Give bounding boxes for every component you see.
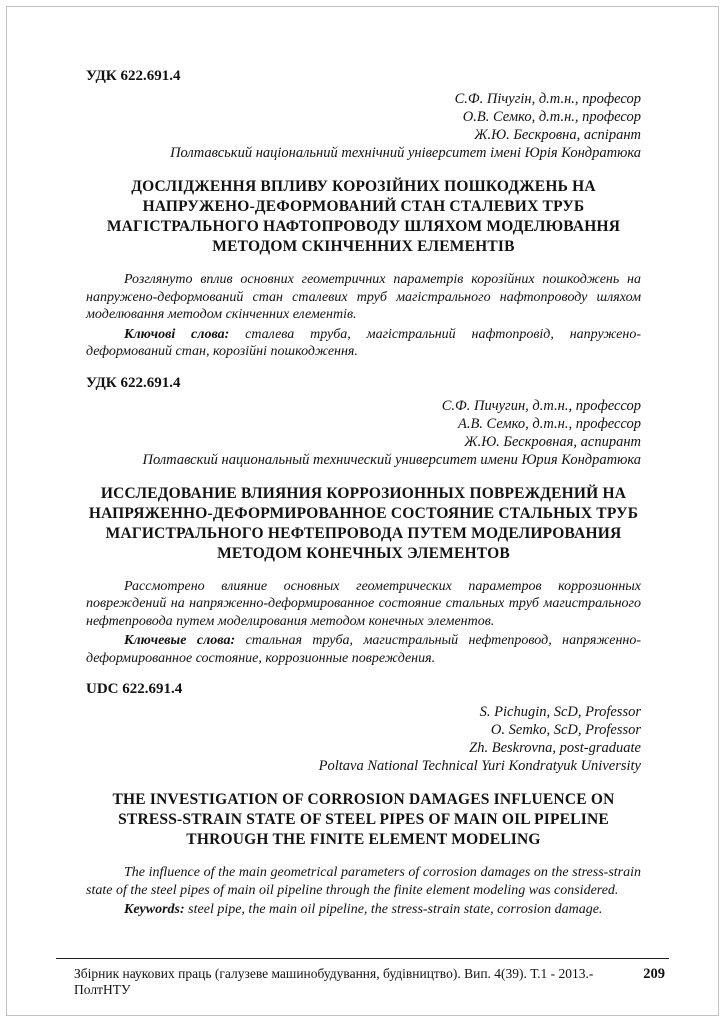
keywords-text: стальная труба, магистральный нефтепровод, напряженно-деформированное состояние, коррозионные повреждения. — [86, 633, 641, 666]
keywords-label: Keywords: — [124, 902, 185, 917]
keywords-ru — [86, 632, 641, 667]
keywords-text: сталева труба, магістральний нафтопровід, напружено-деформований стан, корозійні пошкодження. — [86, 326, 641, 359]
paper-title-ru: ИССЛЕДОВАНИЕ ВЛИЯНИЯ КОРРОЗИОННЫХ ПОВРЕЖДЕНИЙ НА НАПРЯЖЕННО-ДЕФОРМИРОВАННОЕ СОСТОЯНИЕ СТАЛЬНЫХ ТРУБ МАГИСТРАЛЬНОГО НЕФТЕПРОВОДА ПУТЕМ МОДЕЛИРОВАНИЯ МЕТОДОМ КОНЕЧНЫХ ЭЛЕМЕНТОВ — [88, 484, 639, 562]
author-block-uk — [86, 90, 641, 162]
author-line: С.Ф. Пічугін, д.т.н., професор — [454, 91, 641, 107]
udc-label-en: UDC 622.691.4 — [86, 681, 183, 697]
author-line: Ж.Ю. Бескровная, аспирант — [464, 433, 641, 450]
page-footer — [56, 958, 669, 998]
paper-title-uk: ДОСЛІДЖЕННЯ ВПЛИВУ КОРОЗІЙНИХ ПОШКОДЖЕНЬ НА НАПРУЖЕНО-ДЕФОРМОВАНИЙ СТАН СТАЛЕВИХ ТРУБ МАГІСТРАЛЬНОГО НАФТОПРОВОДУ ШЛЯХОМ МОДЕЛЮВАННЯ МЕТОДОМ СКІНЧЕННИХ ЕЛЕМЕНТІВ — [106, 178, 621, 255]
author-block-ru — [86, 397, 641, 469]
abstract-ru: Рассмотрено влияние основных геометрических параметров коррозионных повреждений на напряженно-деформированное состояние стальных труб магистрального нефтепровода путем моделирования методом конечных элементов. — [86, 578, 641, 629]
section-ukrainian — [86, 68, 641, 361]
author-line: А.В. Семко, д.т.н., профессор — [457, 415, 641, 432]
author-line: О.В. Семко, д.т.н., професор — [462, 109, 641, 125]
section-english — [86, 681, 641, 919]
affiliation: Полтавський національний технічний університет імені Юрія Кондратюка — [170, 145, 641, 161]
author-line: Zh. Beskrovna, post-graduate — [469, 740, 641, 756]
abstract-uk: Розглянуто вплив основних геометричних параметрів корозійних пошкоджень на напружено-деформований стан сталевих труб магістрального нафтопроводу шляхом моделювання методом скінченних елементів. — [86, 272, 641, 322]
paper-title-en: THE INVESTIGATION OF CORROSION DAMAGES INFLUENCE ON STRESS-STRAIN STATE OF STEEL PIPES OF MAIN OIL PIPELINE THROUGH THE FINITE ELEMENT MODELING — [112, 791, 615, 848]
author-block-en — [86, 703, 641, 775]
keywords-uk — [86, 326, 641, 361]
keywords-label: Ключевые слова: — [124, 633, 236, 648]
section-russian — [86, 375, 641, 668]
footer-journal-title: Збірник наукових праць (галузеве машинобудування, будівництво). Вип. 4(39). Т.1 - 2013.- ПолтНТУ — [74, 966, 594, 997]
abstract-en: The influence of the main geometrical parameters of corrosion damages on the stress-strain state of the steel pipes of main oil pipeline through the finite element modeling was considered. — [86, 865, 641, 898]
author-line: Ж.Ю. Бескровна, аспірант — [474, 127, 641, 143]
author-line: O. Semko, ScD, Professor — [490, 722, 641, 738]
author-line: С.Ф. Пичугин, д.т.н., профессор — [441, 397, 641, 414]
author-line: S. Pichugin, ScD, Professor — [479, 704, 641, 720]
page-number: 209 — [643, 966, 665, 982]
affiliation: Полтавский национальный технический университет имени Юрия Кондратюка — [142, 451, 641, 468]
keywords-label: Ключові слова: — [124, 326, 230, 342]
affiliation: Poltava National Technical Yuri Kondratyuk University — [318, 758, 641, 774]
keywords-en — [86, 901, 641, 919]
udc-label-ru: УДК 622.691.4 — [86, 374, 181, 391]
udc-label-uk: УДК 622.691.4 — [86, 68, 181, 84]
keywords-text: steel pipe, the main oil pipeline, the stress-strain state, corrosion damage. — [188, 902, 603, 917]
